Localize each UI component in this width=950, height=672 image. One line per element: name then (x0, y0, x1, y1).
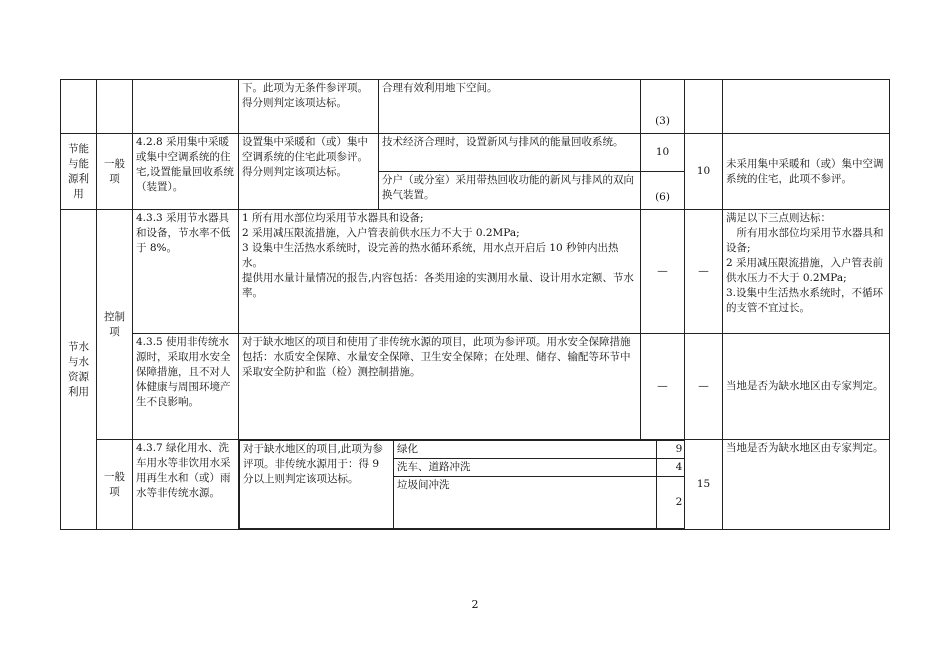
type-control: 控制项 (97, 210, 133, 440)
item-label: 洗车、道路冲洗 (394, 459, 657, 477)
cond-cell: 设置集中采暖和（或）集中空调系统的住宅此项参评。得分则判定该项达标。 (239, 134, 379, 210)
score-cell: (3) (641, 80, 685, 134)
remark-cell (723, 210, 890, 334)
clause-4-2-8: 4.2.8 采用集中采暖或集中空调系统的住宅,设置能量回收系统（装置）。 (133, 134, 239, 210)
table-row (61, 210, 890, 334)
remark-cell: 当地是否为缺水地区由专家判定。 (723, 334, 890, 440)
content-line: 3 设集中生活热水系统时，设完善的热水循环系统，用水点开启后 10 秒钟内出热水。 (242, 242, 619, 269)
item-label: 绿化 (394, 441, 657, 459)
content-line: 提供用水量计量情况的报告,内容包括：各类用途的实测用水量、设计用水定额、节水率。 (242, 272, 634, 299)
total-dash: — (685, 334, 723, 440)
score-dash: — (641, 334, 685, 440)
item-cell: 分户（或分室）采用带热回收功能的新风与排风的双向换气装置。 (379, 172, 641, 210)
item-cell: 技术经济合理时，设置新风与排风的能量回收系统。 (379, 134, 641, 172)
type-general: 一般项 (97, 134, 133, 210)
items-cell (239, 440, 685, 530)
item-score: 4 (657, 459, 685, 477)
table-row (61, 134, 890, 172)
type-general: 一般项 (97, 440, 133, 530)
remark-line: 满足以下三点则达标： (726, 212, 831, 224)
cond-cell: 下。此项为无条件参评项。得分则判定该项达标。 (239, 80, 379, 134)
total-cell: 10 (685, 134, 723, 210)
content-line: 2 采用减压限流措施，入户管表前供水压力不大于 0.2MPa; (242, 227, 520, 239)
total-dash: — (685, 210, 723, 334)
content-cell (239, 210, 641, 334)
total-cell: 15 (685, 440, 723, 530)
content-cell: 对于缺水地区的项目和使用了非传统水源的项目，此项为参评项。用水安全保障措施包括：水质安全保障、水量安全保障、卫生安全保障；在处理、储存、输配等环节中采取安全防护和监（检）测控制措施。 (239, 334, 641, 440)
score-cell: (6) (641, 172, 685, 210)
remark-line: 3.设集中生活热水系统时，不循环的支管不宜过长。 (726, 287, 884, 314)
content-cell: 合理有效利用地下空间。 (379, 80, 641, 134)
score-dash: — (641, 210, 685, 334)
clause-4-3-7: 4.3.7 绿化用水、洗车用水等非饮用水采用再生水和（或）雨水等非传统水源。 (133, 440, 239, 530)
remark-line: 所有用水部位均采用节水器具和设备; (726, 227, 884, 254)
remark-cell: 未采用集中采暖和（或）集中空调系统的住宅，此项不参评。 (723, 134, 890, 210)
item-score: 9 (657, 441, 685, 459)
item-label: 垃圾间冲洗 (394, 477, 657, 529)
score-cell: 10 (641, 134, 685, 172)
item-score: 2 (657, 477, 685, 529)
content-line: 1 所有用水部位均采用节水器具和设备; (242, 212, 424, 224)
item-subtable (239, 440, 685, 529)
category-energy: 节能与能源利用 (61, 134, 97, 210)
page-number: 2 (471, 598, 479, 611)
remark-cell: 当地是否为缺水地区由专家判定。 (723, 440, 890, 530)
table-row (61, 440, 890, 530)
cond-cell: 对于缺水地区的项目,此项为参评项。非传统水源用于：得 9 分以上则判定该项达标。 (240, 441, 394, 529)
category-water: 节水与水资源利用 (61, 210, 97, 530)
evaluation-table (60, 79, 890, 530)
table-row (61, 334, 890, 440)
clause-4-3-3: 4.3.3 采用节水器具和设备，节水率不低于 8%。 (133, 210, 239, 334)
remark-line: 2 采用减压限流措施，入户管表前供水压力不大于 0.2MPa; (726, 257, 884, 284)
table-row (61, 80, 890, 134)
clause-4-3-5: 4.3.5 使用非传统水源时，采取用水安全保障措施，且不对人体健康与周围环境产生不良影响。 (133, 334, 239, 440)
